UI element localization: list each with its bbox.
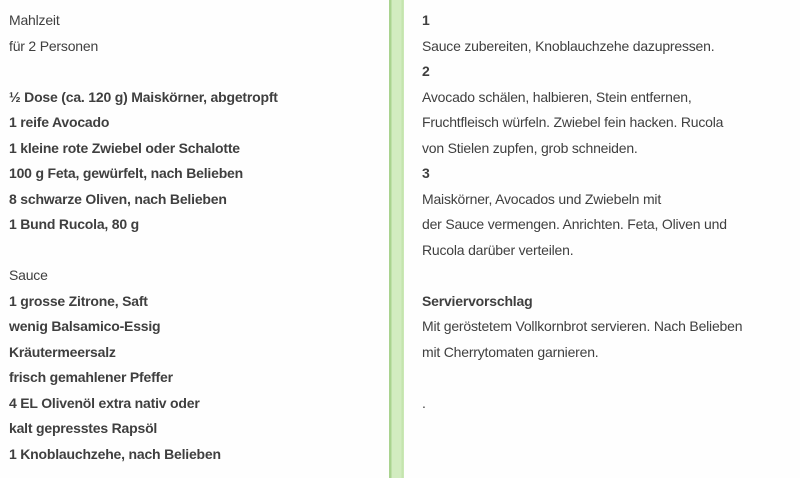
spacer: [422, 263, 794, 289]
preparation-column: [422, 8, 794, 416]
ingredient-line: 100 g Feta, gewürfelt, nach Belieben: [9, 165, 243, 181]
serving-suggestion-line: mit Cherrytomaten garnieren.: [422, 343, 599, 360]
ingredient-line: 8 schwarze Oliven, nach Belieben: [9, 190, 227, 207]
sauce-ingredient-line: 1 Knoblauchzehe, nach Belieben: [9, 445, 221, 462]
ingredients-column: [9, 8, 381, 467]
step-line: Avocado schälen, halbieren, Stein entfernen,: [422, 88, 692, 105]
serving-suggestion-line: Mit geröstetem Vollkornbrot servieren. Nach Belieben: [422, 318, 743, 334]
step-line: der Sauce vermengen. Anrichten. Feta, Oliven und: [422, 216, 727, 232]
ingredient-line: 1 reife Avocado: [9, 114, 110, 130]
step-line: Rucola darüber verteilen.: [422, 241, 574, 258]
divider-bar: [389, 0, 404, 478]
sauce-ingredient-line: wenig Balsamico-Essig: [9, 318, 161, 334]
ingredient-line: 1 Bund Rucola, 80 g: [9, 216, 139, 232]
step-number: 1: [422, 12, 430, 28]
spacer: [422, 365, 794, 391]
servings-label: für 2 Personen: [9, 37, 99, 54]
sauce-ingredient-line: Kräutermeersalz: [9, 343, 116, 360]
sauce-ingredient-line: kalt gepresstes Rapsöl: [9, 420, 158, 436]
step-number: 3: [422, 165, 430, 181]
serving-suggestion-heading: Serviervorschlag: [422, 292, 533, 309]
spacer: [9, 238, 381, 264]
sauce-ingredient-line: 4 EL Olivenöl extra nativ oder: [9, 394, 200, 411]
sauce-heading: Sauce: [9, 267, 48, 283]
sauce-ingredient-line: 1 grosse Zitrone, Saft: [9, 292, 148, 309]
spacer: [9, 59, 381, 85]
step-number: 2: [422, 63, 430, 79]
stray-dot: .: [422, 394, 426, 411]
step-line: von Stielen zupfen, grob schneiden.: [422, 139, 638, 156]
step-line: Maiskörner, Avocados und Zwiebeln mit: [422, 190, 662, 207]
sauce-ingredient-line: frisch gemahlener Pfeffer: [9, 369, 173, 385]
meal-type-label: Mahlzeit: [9, 12, 60, 28]
ingredient-line: ½ Dose (ca. 120 g) Maiskörner, abgetropft: [9, 88, 278, 105]
ingredient-line: 1 kleine rote Zwiebel oder Schalotte: [9, 139, 240, 156]
step-line: Fruchtfleisch würfeln. Zwiebel fein hacken. Rucola: [422, 114, 724, 130]
step-line: Sauce zubereiten, Knoblauchzehe dazupressen.: [422, 37, 715, 54]
